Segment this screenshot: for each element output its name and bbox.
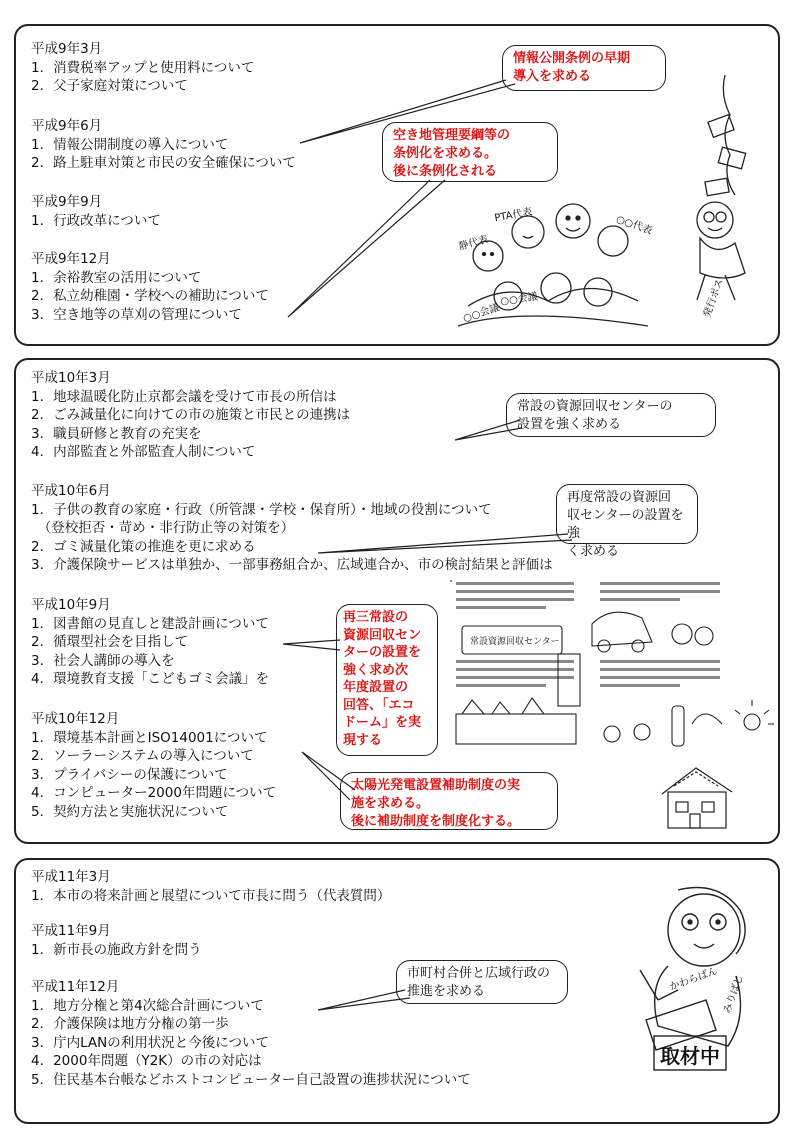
list-item: 1．情報公開制度の導入について — [31, 136, 229, 153]
callout-recycling-center-2: 再度常設の資源回 収センターの設置を強 く求める — [556, 484, 698, 544]
figure-sash-label: 発行ポス — [701, 277, 726, 319]
list-item: 3．職員研修と教育の充実を — [31, 425, 202, 442]
list-item: 1．新市長の施政方針を問う — [31, 941, 202, 958]
callout-municipal-merger: 市町村合併と広域行政の 推進を求める — [396, 960, 568, 1004]
list-item: 1．子供の教育の家庭・行政（所管課・学校・保育所）・地域の役割について — [31, 501, 492, 518]
callout-eco-dome: 再三常設の 資源回収セン ターの設置を 強く求め次 年度設置の 回答、「エコ ドーム」を実 現する — [336, 604, 438, 756]
list-item: 4．環境教育支援「こどもゴミ会議」を — [31, 671, 270, 687]
section-h9-3 — [31, 40, 254, 96]
list-item: 2．介護保険は地方分権の第一歩 — [31, 1016, 229, 1032]
list-item: 4．内部監査と外部監査人制について — [31, 444, 256, 460]
list-item: 1．地球温暖化防止京都会議を受けて市長の所信は — [31, 388, 337, 405]
meeting-sign: ○○会議 — [461, 302, 501, 325]
list-item: 3．社会人講師の導入を — [31, 652, 175, 669]
list-item: 2．父子家庭対策について — [31, 78, 188, 94]
meeting-sign: 静代表 — [457, 234, 490, 253]
section-h9-9 — [31, 193, 161, 230]
list-item: 2．循環型社会を目指して — [31, 634, 189, 650]
section-heading: 平成11年3月 — [31, 869, 111, 885]
list-item: 1．地方分権と第4次総合計画について — [31, 997, 264, 1014]
clipping-caption: 常設資源回収センター — [470, 637, 560, 647]
list-item: 1．図書館の見直しと建設計画について — [31, 615, 269, 632]
callout-vacant-land: 空き地管理要綱等の 条例化を求める。 後に条例化される — [382, 122, 558, 182]
section-heading: 平成11年9月 — [31, 923, 111, 939]
list-item: 1．本市の将来計画と展望について市長に問う（代表質問） — [31, 887, 391, 904]
list-item: 3．庁内LANの利用状況と今後について — [31, 1034, 269, 1051]
list-item: 2．路上駐車対策と市民の安全確保について — [31, 155, 296, 171]
section-heading: 平成9年12月 — [31, 251, 111, 267]
meeting-sign: ○○代表 — [614, 213, 654, 237]
list-item: 5．契約方法と実施状況について — [31, 803, 229, 820]
section-h10-9 — [31, 596, 269, 689]
callout-info-disclosure: 情報公開条例の早期 導入を求める — [502, 45, 666, 91]
section-h10-12 — [31, 710, 276, 821]
list-item: 3．介護保険サービスは単独か、一部事務組合か、広域連合か、市の検討結果と評価は — [31, 557, 553, 573]
section-heading: 平成10年3月 — [31, 370, 111, 386]
meeting-sign: PTA代表 — [493, 206, 534, 225]
list-item: 2．ごみ減量化に向けての市の施策と市民との連携は — [31, 407, 351, 423]
meeting-sign: ○○会議 — [499, 291, 539, 308]
list-item: 4．2000年問題（Y2K）の市の対応は — [31, 1053, 262, 1069]
reporter-badge: みりばじ — [721, 973, 746, 1015]
list-item: 1．環境基本計画とISO14001について — [31, 729, 268, 746]
list-item: 2．私立幼稚園・学校への補助について — [31, 288, 269, 304]
section-heading: 平成11年12月 — [31, 979, 120, 995]
list-item: 1．行政改革について — [31, 212, 161, 229]
reporter-badge: かわらばん — [668, 965, 720, 994]
reporter-label: 取材中 — [660, 1044, 720, 1068]
list-item: 2．ゴミ減量化策の推進を更に求める — [31, 538, 256, 555]
section-h11-9 — [31, 922, 202, 959]
list-item: 5．住民基本台帳などホストコンピューター自己設置の進捗状況について — [31, 1071, 471, 1088]
section-h10-3 — [31, 369, 350, 462]
solar-house-illustration — [656, 762, 738, 832]
section-heading: 平成10年6月 — [31, 483, 111, 499]
list-item: 1．余裕教室の活用について — [31, 269, 202, 286]
list-item: 3．プライバシーの保護について — [31, 766, 228, 783]
list-item: 4．コンピューター2000年問題について — [31, 785, 277, 801]
section-heading: 平成10年9月 — [31, 597, 111, 613]
section-heading: 平成9年6月 — [31, 118, 103, 134]
list-item: 2．ソーラーシステムの導入について — [31, 748, 254, 764]
section-h11-3 — [31, 868, 390, 905]
section-h9-6 — [31, 117, 296, 173]
newspaper-clipping-illustration — [442, 574, 776, 764]
callout-recycling-center-1: 常設の資源回収センターの 設置を強く求める — [506, 393, 716, 437]
section-h10-6 — [31, 482, 553, 575]
section-heading: 平成10年12月 — [31, 711, 120, 727]
callout-solar-subsidy: 太陽光発電設置補助制度の実 施を求める。 後に補助制度を制度化する。 — [340, 772, 558, 830]
section-h9-12 — [31, 250, 269, 324]
section-heading: 平成9年3月 — [31, 41, 103, 57]
list-item: （登校拒否・苛め・非行防止等の対策を） — [31, 520, 295, 536]
section-heading: 平成9年9月 — [31, 194, 103, 210]
list-item: 3．空き地等の草刈の管理について — [31, 306, 242, 323]
list-item: 1．消費税率アップと使用料について — [31, 59, 255, 76]
